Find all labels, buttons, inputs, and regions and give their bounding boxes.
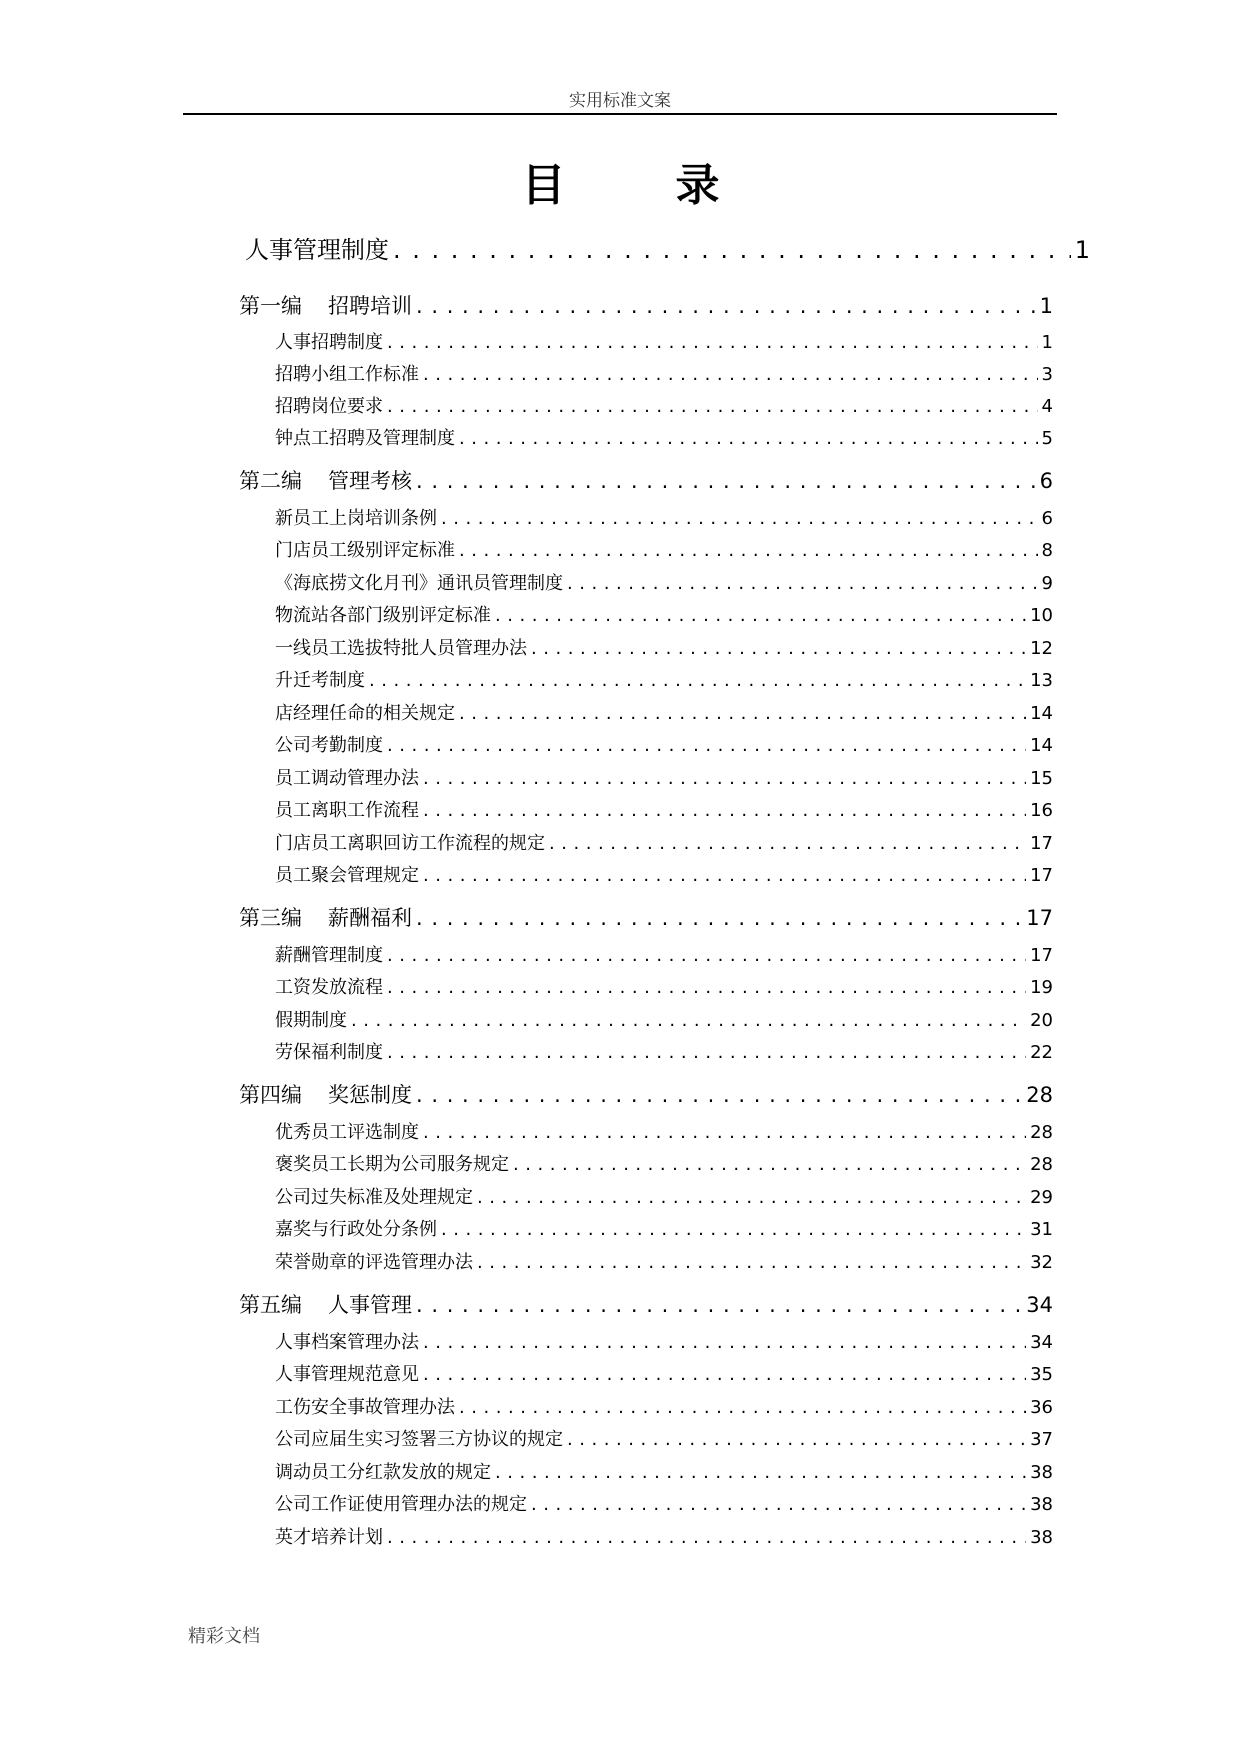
title-char-2: 录 bbox=[675, 160, 720, 211]
toc-page-number: 12 bbox=[1030, 638, 1053, 659]
toc-page-number: 38 bbox=[1030, 1462, 1053, 1483]
toc-page-number: 35 bbox=[1030, 1364, 1053, 1385]
toc-entry[interactable] bbox=[275, 943, 1053, 969]
toc-entry[interactable] bbox=[275, 1427, 1053, 1453]
toc-entry-label: 员工调动管理办法 bbox=[275, 768, 419, 789]
toc-part-number: 第四编 bbox=[239, 1083, 302, 1107]
toc-leader bbox=[416, 1080, 1022, 1110]
toc-entry-label: 一线员工选拔特批人员管理办法 bbox=[275, 638, 527, 659]
toc-entry-label: 公司过失标准及处理规定 bbox=[275, 1187, 473, 1208]
toc-entry[interactable] bbox=[275, 975, 1053, 1001]
toc-entry-label: 荣誉勋章的评选管理办法 bbox=[275, 1252, 473, 1273]
toc-entry-label: 人事管理规范意见 bbox=[275, 1364, 419, 1385]
toc-entry[interactable] bbox=[275, 394, 1053, 420]
toc-part[interactable] bbox=[239, 291, 1053, 321]
toc-entry-main[interactable] bbox=[245, 233, 1090, 267]
toc-page-number: 31 bbox=[1030, 1219, 1053, 1240]
toc-part-title: 招聘培训 bbox=[328, 294, 412, 318]
toc-leader bbox=[387, 943, 1026, 969]
toc-entry[interactable] bbox=[275, 1460, 1053, 1486]
toc-page-number: 6 bbox=[1039, 469, 1053, 493]
toc-part-label bbox=[239, 1290, 412, 1320]
toc-part-number: 第二编 bbox=[239, 469, 302, 493]
toc-entry[interactable] bbox=[275, 668, 1053, 694]
toc-entry-label: 《海底捞文化月刊》通讯员管理制度 bbox=[275, 573, 563, 594]
page-title bbox=[0, 158, 1241, 214]
toc-page-number: 38 bbox=[1030, 1494, 1053, 1515]
toc-part-number: 第一编 bbox=[239, 294, 302, 318]
toc-entry[interactable] bbox=[275, 1330, 1053, 1356]
toc-leader bbox=[387, 975, 1026, 1001]
toc-entry[interactable] bbox=[275, 1185, 1053, 1211]
toc-leader bbox=[567, 571, 1038, 597]
toc-entry-label: 人事招聘制度 bbox=[275, 332, 383, 353]
toc-leader bbox=[423, 798, 1026, 824]
toc-page-number: 17 bbox=[1030, 945, 1053, 966]
toc-part-label bbox=[239, 1080, 412, 1110]
toc-entry-label: 工伤安全事故管理办法 bbox=[275, 1397, 455, 1418]
toc-entry[interactable] bbox=[275, 733, 1053, 759]
toc-part-title: 薪酬福利 bbox=[328, 906, 412, 930]
toc-entry-label: 薪酬管理制度 bbox=[275, 945, 383, 966]
toc-part-label bbox=[239, 466, 412, 496]
toc-leader bbox=[423, 362, 1038, 388]
toc-page-number: 14 bbox=[1030, 703, 1053, 724]
toc-page-number: 5 bbox=[1041, 428, 1053, 449]
toc-leader bbox=[495, 1460, 1026, 1486]
toc-page-number: 38 bbox=[1030, 1527, 1053, 1548]
toc-part-title: 人事管理 bbox=[328, 1293, 412, 1317]
toc-leader bbox=[531, 636, 1026, 662]
toc-leader bbox=[423, 1330, 1026, 1356]
toc-entry-label: 褒奖员工长期为公司服务规定 bbox=[275, 1154, 509, 1175]
toc-page-number: 17 bbox=[1026, 906, 1053, 930]
toc-entry[interactable] bbox=[275, 362, 1053, 388]
toc-leader bbox=[423, 1362, 1026, 1388]
toc-entry-label: 调动员工分红款发放的规定 bbox=[275, 1462, 491, 1483]
toc-leader bbox=[416, 903, 1022, 933]
toc-page-number: 34 bbox=[1030, 1332, 1053, 1353]
toc-page-number: 1 bbox=[1041, 332, 1053, 353]
toc-part[interactable] bbox=[239, 466, 1053, 496]
toc-part-number: 第五编 bbox=[239, 1293, 302, 1317]
toc-entry-label: 英才培养计划 bbox=[275, 1527, 383, 1548]
toc-page-number: 10 bbox=[1030, 605, 1053, 626]
toc-entry[interactable] bbox=[275, 1492, 1053, 1518]
toc-entry[interactable] bbox=[275, 1250, 1053, 1276]
toc-leader bbox=[459, 426, 1038, 452]
toc-leader bbox=[387, 1040, 1026, 1066]
toc-entry-label: 公司考勤制度 bbox=[275, 735, 383, 756]
toc-part-title: 管理考核 bbox=[328, 469, 412, 493]
toc-entry[interactable] bbox=[275, 636, 1053, 662]
toc-entry[interactable] bbox=[275, 571, 1053, 597]
toc-page-number: 17 bbox=[1030, 865, 1053, 886]
toc-entry[interactable] bbox=[275, 426, 1053, 452]
toc-page-number: 3 bbox=[1041, 364, 1053, 385]
toc-entry-label: 公司应届生实习签署三方协议的规定 bbox=[275, 1429, 563, 1450]
toc-entry[interactable] bbox=[275, 1362, 1053, 1388]
toc-entry-label: 店经理任命的相关规定 bbox=[275, 703, 455, 724]
toc-leader bbox=[513, 1152, 1026, 1178]
toc-entry[interactable] bbox=[275, 1152, 1053, 1178]
toc-page-number: 17 bbox=[1030, 833, 1053, 854]
toc-part[interactable] bbox=[239, 903, 1053, 933]
toc-entry-label: 劳保福利制度 bbox=[275, 1042, 383, 1063]
toc-page-number: 13 bbox=[1030, 670, 1053, 691]
toc-entry[interactable] bbox=[275, 701, 1053, 727]
toc-page-number: 14 bbox=[1030, 735, 1053, 756]
toc-page-number: 32 bbox=[1030, 1252, 1053, 1273]
toc-entry-label: 公司工作证使用管理办法的规定 bbox=[275, 1494, 527, 1515]
toc-entry-label: 人事管理制度 bbox=[245, 236, 389, 264]
toc-entry[interactable] bbox=[275, 603, 1053, 629]
toc-entry-label: 钟点工招聘及管理制度 bbox=[275, 428, 455, 449]
toc-page-number: 1 bbox=[1074, 236, 1090, 264]
toc-entry[interactable] bbox=[275, 863, 1053, 889]
toc-entry[interactable] bbox=[275, 1008, 1053, 1034]
toc-leader bbox=[423, 1120, 1026, 1146]
toc-page-number: 19 bbox=[1030, 977, 1053, 998]
toc-page-number: 1 bbox=[1039, 294, 1053, 318]
toc-leader bbox=[393, 233, 1071, 267]
toc-entry[interactable] bbox=[275, 1525, 1053, 1551]
toc-leader bbox=[459, 538, 1038, 564]
toc-entry-label: 优秀员工评选制度 bbox=[275, 1122, 419, 1143]
toc-page-number: 9 bbox=[1041, 573, 1053, 594]
toc-page-number: 6 bbox=[1041, 508, 1053, 529]
toc-entry-label: 员工离职工作流程 bbox=[275, 800, 419, 821]
toc-part-title: 奖惩制度 bbox=[328, 1083, 412, 1107]
toc-entry-label: 人事档案管理办法 bbox=[275, 1332, 419, 1353]
toc-leader bbox=[531, 1492, 1026, 1518]
header-rule bbox=[183, 113, 1057, 115]
toc-entry-label: 门店员工级别评定标准 bbox=[275, 540, 455, 561]
toc-part[interactable] bbox=[239, 1290, 1053, 1320]
toc-page-number: 28 bbox=[1030, 1122, 1053, 1143]
toc-part-number: 第三编 bbox=[239, 906, 302, 930]
toc-leader bbox=[416, 466, 1036, 496]
toc-leader bbox=[459, 1395, 1026, 1421]
toc-entry[interactable] bbox=[275, 798, 1053, 824]
toc-leader bbox=[567, 1427, 1026, 1453]
toc-leader bbox=[477, 1250, 1026, 1276]
toc-leader bbox=[369, 668, 1026, 694]
toc-entry[interactable] bbox=[275, 506, 1053, 532]
toc-leader bbox=[441, 506, 1038, 532]
toc-leader bbox=[416, 1290, 1022, 1320]
toc-entry-label: 嘉奖与行政处分条例 bbox=[275, 1219, 437, 1240]
toc-entry[interactable] bbox=[275, 1040, 1053, 1066]
toc-leader bbox=[495, 603, 1026, 629]
toc-entry[interactable] bbox=[275, 1120, 1053, 1146]
toc-page-number: 20 bbox=[1030, 1010, 1053, 1031]
toc-entry[interactable] bbox=[275, 330, 1053, 356]
toc-entry[interactable] bbox=[275, 538, 1053, 564]
toc-page-number: 8 bbox=[1041, 540, 1053, 561]
toc-entry-label: 假期制度 bbox=[275, 1010, 347, 1031]
toc-page-number: 22 bbox=[1030, 1042, 1053, 1063]
toc-entry-label: 招聘小组工作标准 bbox=[275, 364, 419, 385]
toc-leader bbox=[423, 766, 1026, 792]
toc-leader bbox=[387, 733, 1026, 759]
title-char-1: 目 bbox=[521, 160, 566, 211]
page-footer: 精彩文档 bbox=[188, 1626, 260, 1647]
page-header: 实用标准文案 bbox=[569, 91, 671, 111]
toc-page-number: 28 bbox=[1030, 1154, 1053, 1175]
toc-page-number: 28 bbox=[1026, 1083, 1053, 1107]
toc-entry-label: 工资发放流程 bbox=[275, 977, 383, 998]
toc-part[interactable] bbox=[239, 1080, 1053, 1110]
toc-leader bbox=[477, 1185, 1026, 1211]
toc-leader bbox=[387, 1525, 1026, 1551]
toc-part-label bbox=[239, 291, 412, 321]
toc-leader bbox=[387, 330, 1038, 356]
toc-entry-label: 招聘岗位要求 bbox=[275, 396, 383, 417]
toc-entry-label: 升迁考制度 bbox=[275, 670, 365, 691]
toc-page-number: 36 bbox=[1030, 1397, 1053, 1418]
toc-leader bbox=[423, 863, 1026, 889]
toc-page-number: 34 bbox=[1026, 1293, 1053, 1317]
toc-entry-label: 物流站各部门级别评定标准 bbox=[275, 605, 491, 626]
toc-leader bbox=[351, 1008, 1026, 1034]
toc-page-number: 15 bbox=[1030, 768, 1053, 789]
toc-entry[interactable] bbox=[275, 1395, 1053, 1421]
toc-page-number: 29 bbox=[1030, 1187, 1053, 1208]
toc-leader bbox=[387, 394, 1038, 420]
toc-entry-label: 新员工上岗培训条例 bbox=[275, 508, 437, 529]
toc-entry[interactable] bbox=[275, 1217, 1053, 1243]
toc-part-label bbox=[239, 903, 412, 933]
toc-entry-label: 门店员工离职回访工作流程的规定 bbox=[275, 833, 545, 854]
toc-page-number: 4 bbox=[1041, 396, 1053, 417]
toc-entry[interactable] bbox=[275, 831, 1053, 857]
toc-leader bbox=[549, 831, 1026, 857]
toc-leader bbox=[416, 291, 1036, 321]
toc-leader bbox=[459, 701, 1026, 727]
toc-page-number: 37 bbox=[1030, 1429, 1053, 1450]
toc-leader bbox=[441, 1217, 1026, 1243]
toc-entry-label: 员工聚会管理规定 bbox=[275, 865, 419, 886]
toc-page-number: 16 bbox=[1030, 800, 1053, 821]
toc-entry[interactable] bbox=[275, 766, 1053, 792]
